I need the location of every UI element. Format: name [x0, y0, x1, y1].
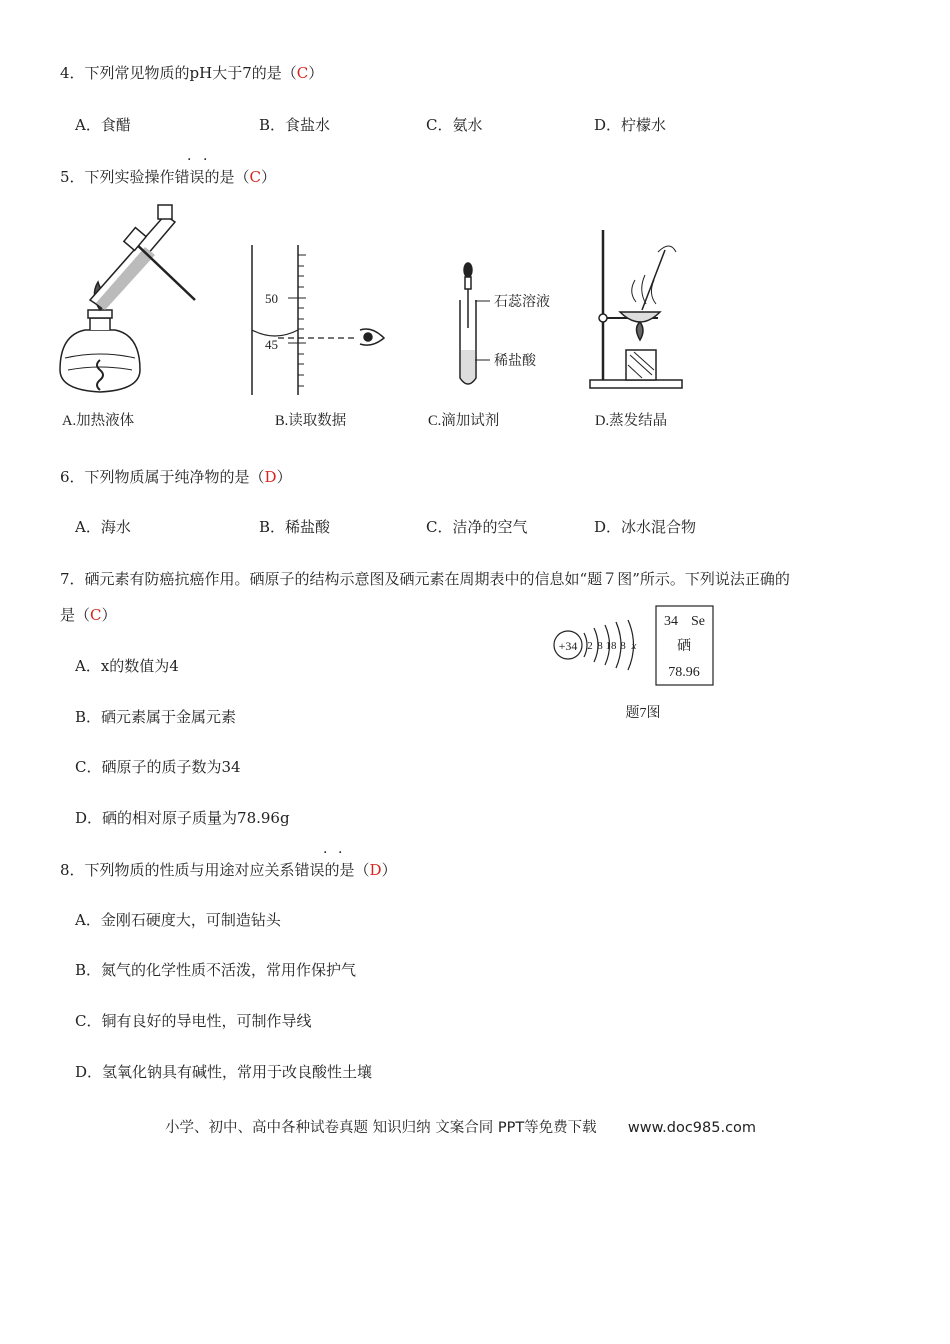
cylinder-scale-50: 50: [265, 291, 278, 306]
question-4-stem: 4．下列常见物质的pH大于7的是（C）: [60, 64, 324, 82]
shell-2: 8: [597, 640, 603, 652]
footer-url[interactable]: www.doc985.com: [627, 1120, 757, 1136]
footer-text: 小学、初中、高中各种试卷真题 知识归纳 文案合同 PPT等免费下载: [165, 1120, 597, 1136]
dropping-reagent-illustration: [460, 263, 490, 384]
footer: [165, 1116, 756, 1137]
option-b: B．硒元素属于金属元素: [75, 708, 237, 726]
emphasis-dot: ·: [203, 152, 208, 168]
option-b: B．氮气的化学性质不活泼，常用作保护气: [75, 961, 357, 979]
question-6-stem: 6．下列物质属于纯净物的是（D）: [60, 468, 292, 486]
caption-adding-reagent: C.滴加试剂: [428, 413, 500, 429]
caption-evaporation: D.蒸发结晶: [595, 413, 668, 429]
caption-heating-liquid: A.加热液体: [62, 413, 135, 429]
element-symbol: Se: [691, 614, 705, 629]
answer-letter: C: [249, 168, 262, 186]
shell-5: x: [631, 640, 637, 652]
emphasis-dot: ·: [323, 845, 328, 861]
option-c: C．氨水: [426, 116, 483, 134]
option-b: B．稀盐酸: [259, 518, 331, 536]
question-7-stem-cont: 是（C）: [60, 606, 117, 624]
shell-4: 8: [620, 640, 626, 652]
question-7-stem: 7．硒元素有防癌抗癌作用。硒原子的结构示意图及硒元素在周期表中的信息如“题７图”所示。下列说法正确的: [60, 570, 790, 588]
evaporation-illustration: [590, 230, 682, 388]
answer-letter: C: [90, 606, 102, 624]
shell-3: 18: [605, 640, 617, 652]
litmus-label: 石蕊溶液: [494, 295, 550, 310]
option-d: D．硒的相对原子质量为78.96g: [75, 809, 290, 827]
option-c: C．洁净的空气: [426, 518, 528, 536]
emphasis-dot: ·: [187, 152, 192, 168]
caption-reading-data: B.读取数据: [275, 413, 347, 429]
option-a: A．食醋: [75, 116, 131, 134]
figure-caption: 题7图: [625, 706, 661, 721]
option-d: D．柠檬水: [594, 116, 667, 134]
nucleus-charge: +34: [558, 639, 578, 653]
atomic-mass: 78.96: [668, 665, 700, 680]
shell-1: 2: [587, 640, 593, 652]
element-name: 硒: [677, 639, 691, 654]
dilute-hcl-label: 稀盐酸: [494, 354, 536, 369]
option-a: A．x的数值为4: [75, 657, 179, 675]
option-c: C．硒原子的质子数为34: [75, 758, 241, 776]
emphasis-dot: ·: [338, 845, 343, 861]
answer-letter: C: [296, 64, 309, 82]
cylinder-scale-45: 45: [265, 337, 278, 352]
option-a: A．海水: [75, 518, 131, 536]
heating-liquid-illustration: [60, 205, 195, 392]
selenium-figure: [548, 600, 728, 725]
question-8-stem: 8．下列物质的性质与用途对应关系错误的是（D）: [60, 861, 397, 879]
answer-letter: D: [369, 861, 382, 879]
reading-cylinder-illustration: [252, 245, 384, 395]
answer-letter: D: [264, 468, 277, 486]
question-5-stem: 5．下列实验操作错误的是（C）: [60, 168, 277, 186]
option-a: A．金刚石硬度大，可制造钻头: [75, 911, 281, 929]
q5-experiment-figure: [50, 200, 750, 429]
option-d: D．冰水混合物: [594, 518, 697, 536]
option-d: D．氢氧化钠具有碱性，常用于改良酸性土壤: [75, 1063, 373, 1081]
option-c: C．铜有良好的导电性，可制作导线: [75, 1012, 312, 1030]
atomic-number: 34: [664, 614, 678, 629]
option-b: B．食盐水: [259, 116, 331, 134]
